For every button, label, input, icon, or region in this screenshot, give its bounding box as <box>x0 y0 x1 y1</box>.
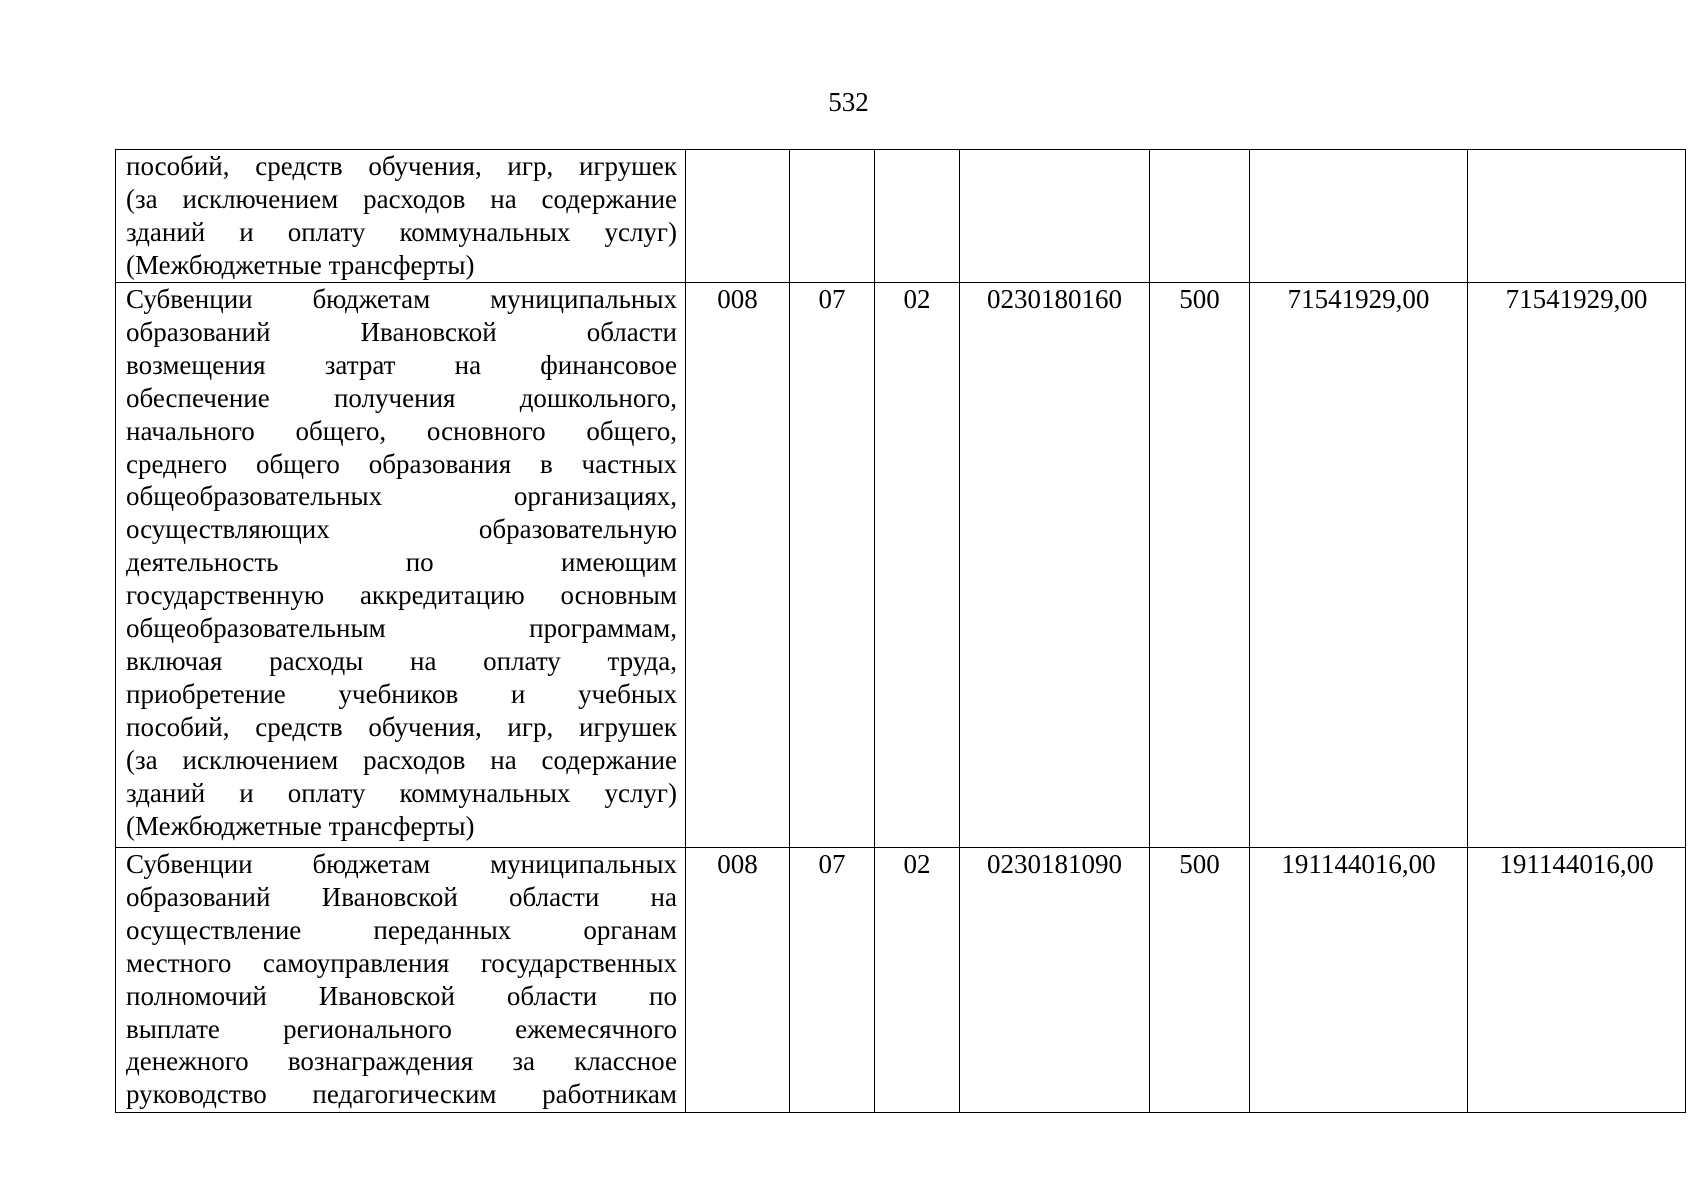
amount-1-cell <box>1250 150 1468 283</box>
expense-type-cell <box>1150 150 1250 283</box>
section-code-cell: 07 <box>790 848 875 1113</box>
section-code-cell: 07 <box>790 283 875 848</box>
grbs-code-cell: 008 <box>686 848 790 1113</box>
amount-1-cell: 71541929,00 <box>1250 283 1468 848</box>
target-article-cell: 0230180160 <box>960 283 1150 848</box>
page-number: 532 <box>828 87 869 117</box>
amount-1-cell: 191144016,00 <box>1250 848 1468 1113</box>
row-description: Субвенции бюджетам муниципальных образований Ивановской области возмещения затрат на финансовое обеспечение получения дошкольного, начального общего, основного общего, среднего общего образования в частных общеобразовательных организациях, осуществляющих образовательную деятельность по имеющим государственную аккредитацию основным общеобразовательным программам, включая расходы на оплату труда, приобретение учебников и учебных пособий, средств обучения, игр, игрушек (за исключением расходов на содержание зданий и оплату коммунальных услуг) (Межбюджетные трансферты) <box>116 283 686 848</box>
subsection-code-cell: 02 <box>875 848 960 1113</box>
table-row <box>116 283 1686 848</box>
expense-type-cell: 500 <box>1150 283 1250 848</box>
grbs-code-cell <box>686 150 790 283</box>
target-article-cell <box>960 150 1150 283</box>
table-row <box>116 848 1686 1113</box>
expense-type-cell: 500 <box>1150 848 1250 1113</box>
row-description: Субвенции бюджетам муниципальных образований Ивановской области на осуществление переданных органам местного самоуправления государственных полномочий Ивановской области по выплате регионального ежемесячного денежного вознаграждения за классное руководство педагогическим работникам <box>116 848 686 1113</box>
subsection-code-cell: 02 <box>875 283 960 848</box>
section-code-cell <box>790 150 875 283</box>
target-article-cell: 0230181090 <box>960 848 1150 1113</box>
row-description: пособий, средств обучения, игр, игрушек (за исключением расходов на содержание зданий и оплату коммунальных услуг) (Межбюджетные трансферты) <box>116 150 686 283</box>
subsection-code-cell <box>875 150 960 283</box>
budget-table <box>115 149 1686 1113</box>
grbs-code-cell: 008 <box>686 283 790 848</box>
amount-2-cell: 191144016,00 <box>1468 848 1686 1113</box>
table-row <box>116 150 1686 283</box>
amount-2-cell: 71541929,00 <box>1468 283 1686 848</box>
amount-2-cell <box>1468 150 1686 283</box>
